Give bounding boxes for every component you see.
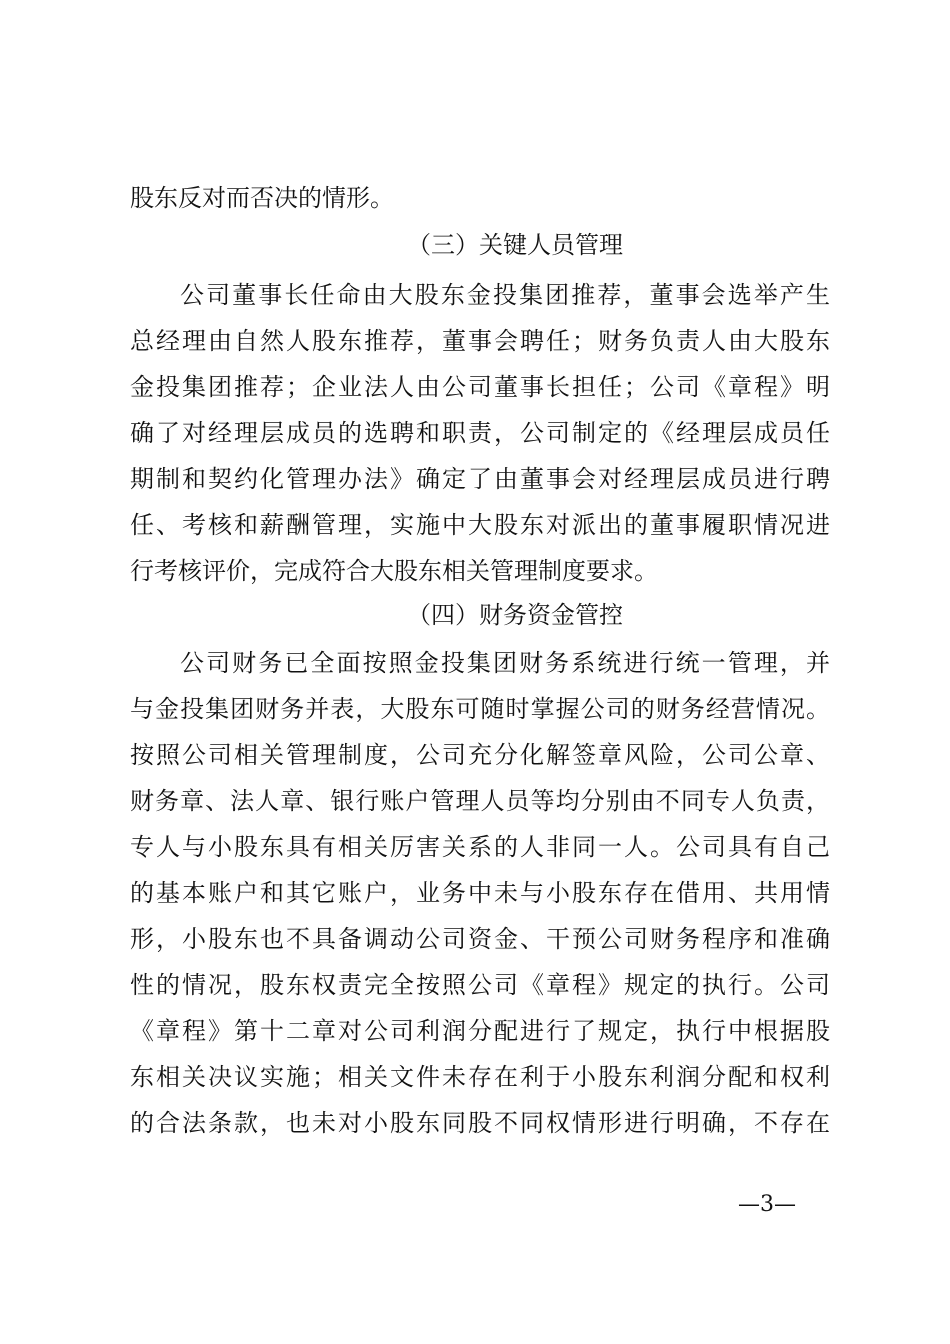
paragraph-line: 性的情况，股东权责完全按照公司《章程》规定的执行。公司 — [130, 971, 830, 999]
paragraph-line: 公司董事长任命由大股东金投集团推荐，董事会选举产生 — [180, 281, 830, 309]
paragraph-line: 股东反对而否决的情形。 — [130, 184, 394, 212]
paragraph-line: 按照公司相关管理制度，公司充分化解签章风险，公司公章、 — [130, 741, 830, 769]
paragraph-line: 形，小股东也不具备调动公司资金、干预公司财务程序和准确 — [130, 925, 830, 953]
paragraph-line: 的基本账户和其它账户，业务中未与小股东存在借用、共用情 — [130, 879, 830, 907]
paragraph-line: 专人与小股东具有相关厉害关系的人非同一人。公司具有自己 — [130, 833, 830, 861]
section-heading-4: （四）财务资金管控 — [407, 601, 623, 629]
paragraph-line: 期制和契约化管理办法》确定了由董事会对经理层成员进行聘 — [130, 465, 830, 493]
paragraph-line: 任、考核和薪酬管理，实施中大股东对派出的董事履职情况进 — [130, 511, 830, 539]
paragraph-line: 公司财务已全面按照金投集团财务系统进行统一管理，并 — [180, 649, 830, 677]
paragraph-line: 的合法条款，也未对小股东同股不同权情形进行明确，不存在 — [130, 1109, 830, 1137]
paragraph-line: 总经理由自然人股东推荐，董事会聘任；财务负责人由大股东 — [130, 327, 830, 355]
paragraph-line: 行考核评价，完成符合大股东相关管理制度要求。 — [130, 557, 658, 585]
paragraph-line: 东相关决议实施；相关文件未存在利于小股东利润分配和权利 — [130, 1063, 830, 1091]
section-heading-3: （三）关键人员管理 — [407, 231, 623, 259]
paragraph-line: 《章程》第十二章对公司利润分配进行了规定，执行中根据股 — [130, 1017, 830, 1045]
paragraph-line: 金投集团推荐；企业法人由公司董事长担任；公司《章程》明 — [130, 373, 830, 401]
page-number: —3— — [738, 1192, 796, 1217]
paragraph-line: 与金投集团财务并表，大股东可随时掌握公司的财务经营情况。 — [130, 695, 830, 723]
paragraph-line: 财务章、法人章、银行账户管理人员等均分别由不同专人负责， — [130, 787, 830, 815]
paragraph-line: 确了对经理层成员的选聘和职责，公司制定的《经理层成员任 — [130, 419, 830, 447]
